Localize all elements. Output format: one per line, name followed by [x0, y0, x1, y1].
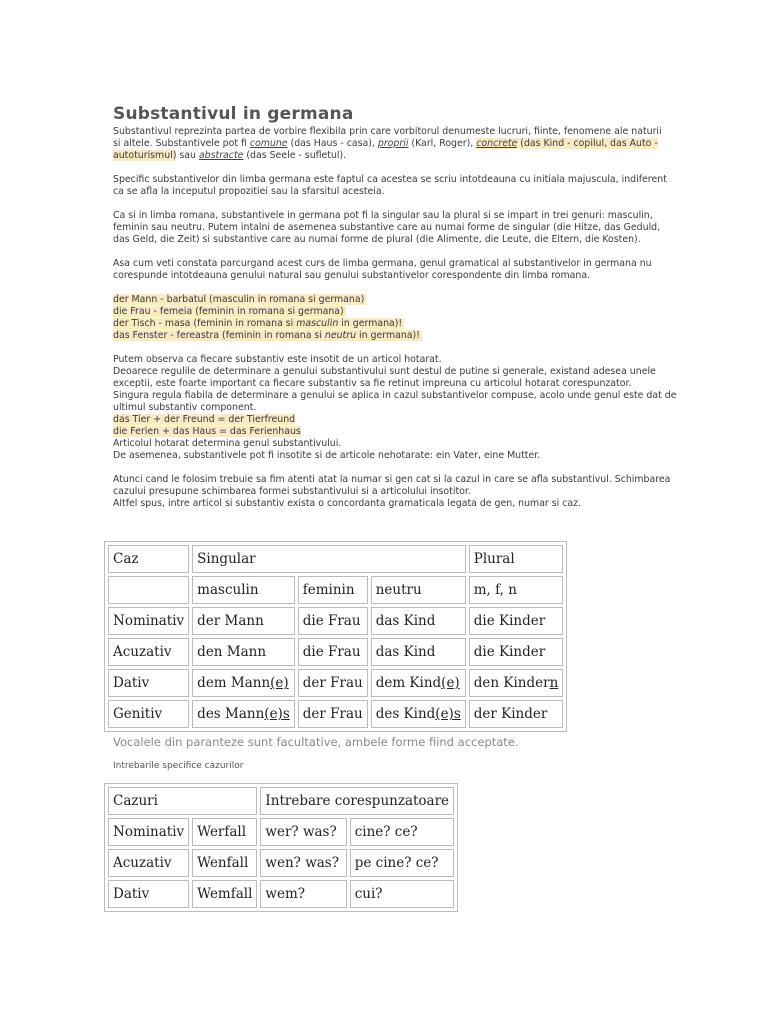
table-cell: cine? ce?: [350, 818, 454, 846]
table-cell: Nominativ: [108, 607, 189, 635]
paragraph-genders: [113, 210, 661, 246]
table-cell: Wemfall: [192, 880, 257, 908]
table-row: [108, 669, 563, 697]
term-concrete: concrete: [476, 138, 518, 149]
text-line: cazului presupune schimbarea formei substantivului si a articolului insotitor.: [113, 486, 471, 497]
table-cell: m, f, n: [469, 576, 564, 604]
text-line: Substantivul reprezinta partea de vorbire flexibila prin care vorbitorul denumeste lucruri, fiinte, fenomene ale naturii: [113, 126, 662, 137]
table-row: [108, 545, 563, 573]
table-cell: masculin: [192, 576, 295, 604]
table-row: [108, 576, 563, 604]
table-cell: wem?: [260, 880, 346, 908]
text-line: Deoarece regulile de determinare a genului substantivului sunt destul de putine si generale, existand adesea unele: [113, 366, 656, 377]
highlight-text: die Ferien + das Haus = das Ferienhaus: [113, 426, 301, 437]
paragraph-grammatical-gender: [113, 258, 658, 282]
table-cell: wer? was?: [260, 818, 346, 846]
section-subheading: Intrebarile specifice cazurilor: [113, 761, 244, 771]
text-line: corespunde intotdeauna genului natural sau genului substantivelor corespondente din limba romana.: [113, 270, 591, 281]
table-cell: Werfall: [192, 818, 257, 846]
text: dem Mann: [197, 675, 271, 691]
paragraph-capitalization: [113, 174, 667, 198]
table-cell: Genitiv: [108, 700, 189, 728]
text: (Karl, Roger),: [408, 138, 477, 149]
text: (das Seele - sufletul).: [243, 150, 347, 161]
table-cell: das Kind: [371, 638, 466, 666]
text-line: Articolul hotarat determina genul substantivului.: [113, 438, 342, 449]
text-line: ca se afla la inceputul propozitiei sau la sfarsitul acesteia.: [113, 186, 385, 197]
highlight-text: autoturismul): [113, 150, 177, 161]
text: si altele. Substantivele pot fi: [113, 138, 250, 149]
optional-ending: (e)s: [435, 706, 461, 722]
table-cell: die Frau: [298, 607, 368, 635]
table-cell: cui?: [350, 880, 454, 908]
highlight-text: das Tier + der Freund = der Tierfreund: [113, 414, 296, 425]
text: in germana)!: [338, 318, 403, 329]
term-comune: comune: [249, 138, 288, 149]
optional-ending: (e): [441, 675, 460, 691]
table-cell: der Frau: [298, 700, 368, 728]
text-line: Ca si in limba romana, substantivele in germana pot fi la singular sau la plural si se impart in trei genuri: masculin,: [113, 210, 653, 221]
compound-example: [113, 426, 658, 438]
table-cell: wen? was?: [260, 849, 346, 877]
table-cell: [371, 669, 466, 697]
text: dem Kind: [375, 675, 442, 691]
case-questions-table: [104, 783, 458, 912]
page-title: Substantivul in germana: [113, 104, 354, 124]
table-cell: Nominativ: [108, 818, 189, 846]
table-cell: den Mann: [192, 638, 295, 666]
text-line: [113, 138, 658, 150]
text-line: [113, 150, 658, 162]
table-row: [108, 818, 454, 846]
text-line: das Geld, die Zeit) si substantive care au numai forme de plural (die Alimente, die Leute, die Eltern, die Kosten).: [113, 234, 641, 245]
table-cell: neutru: [371, 576, 466, 604]
text-line: ultimul substantiv component.: [113, 402, 257, 413]
table-cell: Acuzativ: [108, 849, 189, 877]
table-cell: Acuzativ: [108, 638, 189, 666]
example-list: [113, 294, 658, 342]
table-cell: [469, 669, 564, 697]
italic-text: neutru: [324, 330, 357, 341]
text: (das Haus - casa),: [287, 138, 378, 149]
table-cell: [108, 576, 189, 604]
text: des Mann: [197, 706, 265, 722]
table-row: [108, 700, 563, 728]
highlight-text: die Frau - femeia (feminin in romana si germana): [113, 306, 344, 317]
optional-ending: (e)s: [264, 706, 290, 722]
highlight-text: (das Kind - copilul, das Auto -: [517, 138, 658, 149]
table-cell: pe cine? ce?: [350, 849, 454, 877]
text-line: Altfel spus, intre articol si substantiv exista o concordanta gramaticala legata de gen, numar si caz.: [113, 498, 582, 509]
table-cell: Dativ: [108, 669, 189, 697]
compound-example: [113, 414, 658, 426]
text: des Kind: [375, 706, 436, 722]
table-cell: der Kinder: [469, 700, 564, 728]
table-cell: Intrebare corespunzatoare: [260, 787, 454, 815]
table-cell: der Frau: [298, 669, 368, 697]
table-cell: [192, 669, 295, 697]
declension-table: [104, 541, 567, 732]
text-line: Asa cum veti constata parcurgand acest curs de limba germana, genul gramatical al substantivelor in germana nu: [113, 258, 652, 269]
table-cell: Dativ: [108, 880, 189, 908]
table-row: [108, 787, 454, 815]
table-note: Vocalele din paranteze sunt facultative, ambele forme fiind acceptate.: [113, 735, 519, 749]
text-line: exceptii, este foarte important ca fiecare substantiv sa fie retinut impreuna cu articolul hotarat corespunzator.: [113, 378, 632, 389]
table-row: [108, 880, 454, 908]
table-row: [108, 638, 563, 666]
text-line: De asemenea, substantivele pot fi insotite si de articole nehotarate: ein Vater, eine Mutter.: [113, 450, 541, 461]
table-row: [108, 849, 454, 877]
paragraph-cases: [113, 474, 671, 510]
example-item: [113, 306, 658, 318]
text: sau: [176, 150, 199, 161]
optional-ending: (e): [270, 675, 289, 691]
table-cell: feminin: [298, 576, 368, 604]
term-proprii: proprii: [377, 138, 409, 149]
table-cell: die Kinder: [469, 607, 564, 635]
ending: n: [549, 675, 559, 691]
intro-paragraph: [113, 126, 662, 162]
highlight-text: der Mann - barbatul (masculin in romana si germana): [113, 294, 365, 305]
text-line: Putem observa ca fiecare substantiv este insotit de un articol hotarat.: [113, 354, 442, 365]
text-line: Atunci cand le folosim trebuie sa fim atenti atat la numar si gen cat si la cazul in care se afla substantivul. Schimbarea: [113, 474, 671, 485]
table-cell: das Kind: [371, 607, 466, 635]
table-cell: die Kinder: [469, 638, 564, 666]
text-line: Singura regula fiabila de determinare a genului se aplica in cazul substantivelor compuse, acolo unde genul este dat de: [113, 390, 677, 401]
article: [113, 104, 677, 522]
table-row: [108, 607, 563, 635]
italic-text: masculin: [296, 318, 339, 329]
term-abstracte: abstracte: [198, 150, 244, 161]
table-cell: der Mann: [192, 607, 295, 635]
table-cell: [192, 700, 295, 728]
table-cell: Cazuri: [108, 787, 257, 815]
table-cell: die Frau: [298, 638, 368, 666]
text-line: feminin sau neutru. Putem intalni de asemenea substantive care au numai forme de singular (die Hitze, das Geduld,: [113, 222, 661, 233]
text: der Tisch - masa (feminin in romana si: [113, 318, 297, 329]
table-cell: Caz: [108, 545, 189, 573]
table-cell: [371, 700, 466, 728]
text: in germana)!: [356, 330, 420, 341]
table-cell: Wenfall: [192, 849, 257, 877]
table-cell: Plural: [469, 545, 564, 573]
table-cell: Singular: [192, 545, 466, 573]
example-item: [113, 330, 658, 342]
paragraph-articles: [113, 354, 677, 462]
example-item: [113, 294, 658, 306]
text: den Kinder: [473, 675, 550, 691]
example-item: [113, 318, 658, 330]
text: das Fenster - fereastra (feminin in romana si: [113, 330, 325, 341]
text-line: Specific substantivelor din limba germana este faptul ca acestea se scriu intotdeauna cu initiala majuscula, indiferent: [113, 174, 667, 185]
